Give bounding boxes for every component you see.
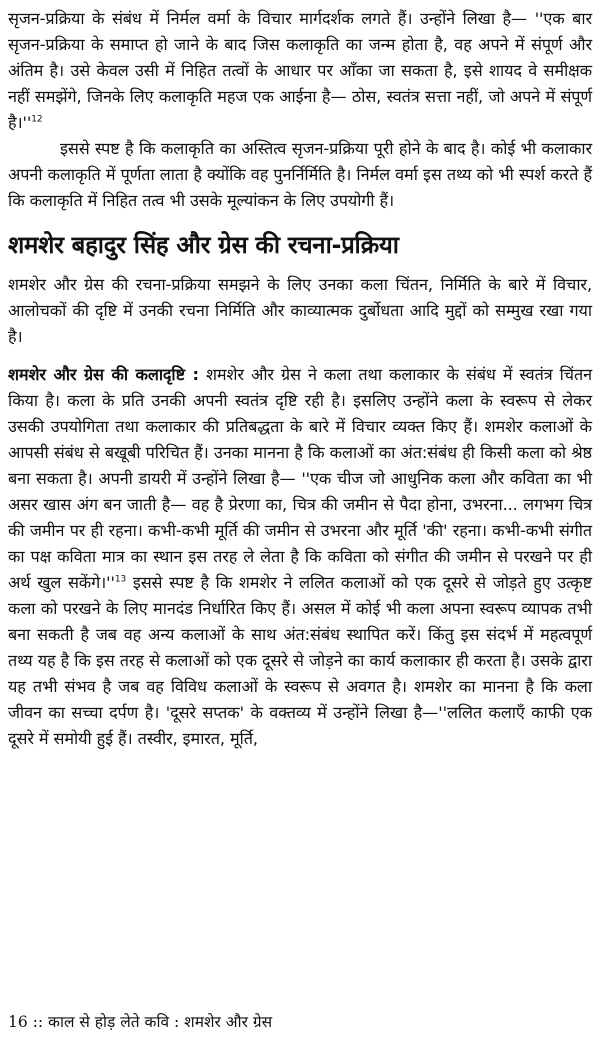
paragraph-nirmal-verma-quote <box>8 6 592 136</box>
paragraph-text: इससे स्पष्ट है कि शमशेर ने ललित कलाओं को एक दूसरे से जोड़ते हुए उत्कृष्ट कला को परखने के लिए मानदंड निर्धारित किए हैं। असल में कोई भी कला अपना स्वरूप व्यापक तभी बना सकती है जब वह अन्य कलाओं के साथ अंत:संबंध स्थापित करें। किंतु इस संदर्भ में महत्वपूर्ण तथ्य यह है कि इस तरह से कलाओं को एक दूसरे से जोड़ने का कार्य कलाकार ही करता है। उसके द्वारा यह तभी संभव है जब वह विविध कलाओं के स्वरूप से अवगत है। शमशेर का मानना है कि कला जीवन का सच्चा दर्पण है। 'दूसरे सप्तक' के वक्तव्य में उन्होंने लिखा है—''ललित कलाएँ काफी एक दूसरे में समोयी हुई हैं। तस्वीर, इमारत, मूर्ति, <box>8 573 592 748</box>
paragraph-intro: शमशेर और ग्रेस की रचना-प्रक्रिया समझने के लिए उनका कला चिंतन, निर्मिति के बारे में विचार, आलोचकों की दृष्टि में उनकी रचना निर्मिति और काव्यात्मक दुर्बोधता आदि मुद्दों को सम्मुख रखा गया है। <box>8 275 592 346</box>
page-number: 16 <box>8 1013 28 1031</box>
paragraph-text: सृजन-प्रक्रिया के संबंध में निर्मल वर्मा के विचार मार्गदर्शक लगते हैं। उन्होंने लिखा है— ''एक बार सृजन-प्रक्रिया के समाप्त हो जाने के बाद जिस कलाकृति का जन्म होता है, वह अपने में संपूर्ण और अंतिम है। उसे केवल उसी में निहित तत्वों के आधार पर आँका जा सकता है, इसे शायद वे समीक्षक नहीं समझेंगे, जिनके लिए कलाकृति महज एक आईना है— ठोस, स्वतंत्र सत्ता नहीं, जो अपने में संपूर्ण है।'' <box>8 9 592 132</box>
paragraph-conclusion: इससे स्पष्ट है कि कलाकृति का अस्तित्व सृजन-प्रक्रिया पूरी होने के बाद है। कोई भी कलाकार अपनी कलाकृति में पूर्णता लाता है क्योंकि वह पुनर्निर्मिति है। निर्मल वर्मा इस तथ्य को भी स्पर्श करते हैं कि कलाकृति में निहित तत्व भी उसके मूल्यांकन के लिए उपयोगी हैं। <box>8 139 592 210</box>
footnote-marker: 13 <box>114 574 127 585</box>
page-body <box>8 6 592 752</box>
paragraph-spacer <box>8 350 592 362</box>
running-title: :: काल से होड़ लेते कवि : शमशेर और ग्रेस <box>32 1013 273 1031</box>
footnote-marker: 12 <box>31 114 43 125</box>
section-heading: शमशेर बहादुर सिंह और ग्रेस की रचना-प्रक्रिया <box>8 231 399 259</box>
paragraph-lead-heading: शमशेर और ग्रेस की कलादृष्टि : <box>8 365 199 384</box>
page-footer <box>8 1011 272 1033</box>
paragraph-art-view <box>8 362 592 752</box>
paragraph-text: शमशेर और ग्रेस ने कला तथा कलाकार के संबंध में स्वतंत्र चिंतन किया है। कला के प्रति उनकी अपनी स्वतंत्र दृष्टि रही है। इसलिए उन्होंने कला के स्वरूप से लेकर उसकी उपयोगिता तथा कलाकार की प्रतिबद्धता के बारे में विचार व्यक्त किए हैं। शमशेर कलाओं के आपसी संबंध से बखूबी परिचित हैं। उनका मानना है कि कलाओं का अंत:संबंध ही किसी कला को श्रेष्ठ बना सकता है। अपनी डायरी में उन्होंने लिखा है— ''एक चीज जो आधुनिक कला और कविता का भी असर खास अंग बन जाती है— वह है प्रेरणा का, चित्र की जमीन से पैदा होना, उभरना... लगभग चित्र की जमीन पर ही रहना। कभी-कभी मूर्ति की जमीन से उभरना और मूर्ति 'की' रहना। कभी-कभी संगीत का पक्ष कविता मात्र का स्थान इस तरह ले लेता है कि कविता को संगीत की जमीन से परखने पर ही अर्थ खुल सकेंगे।'' <box>8 365 592 592</box>
